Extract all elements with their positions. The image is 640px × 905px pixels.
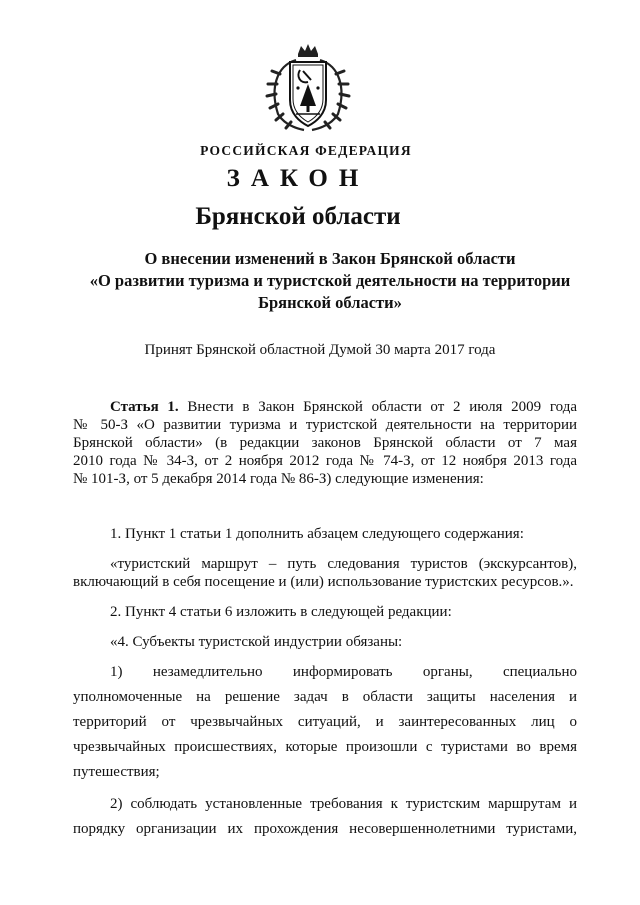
paragraph-line: 1) незамедлительно информировать органы, специально [110, 664, 577, 680]
paragraph-line [73, 398, 577, 416]
obligations-heading [73, 633, 577, 651]
article-label: Статья 1. [110, 399, 179, 415]
paragraph-line: уполномоченные на решение задач в области защиты населения и [73, 689, 577, 705]
law-subject [70, 248, 590, 314]
item-1-paragraph [73, 525, 577, 543]
paragraph-line: Брянской области» (в редакции законов Брянской области от 7 мая [73, 435, 577, 451]
coat-of-arms-icon [258, 44, 358, 132]
paragraph-line: 2. Пункт 4 статьи 6 изложить в следующей редакции: [110, 604, 452, 620]
law-subject-line: О внесении изменений в Закон Брянской области [144, 249, 516, 268]
law-subject-line: Брянской области» [258, 293, 402, 312]
law-subject-line: «О развитии туризма и туристской деятельности на территории [89, 271, 571, 290]
paragraph-line: № 50-З «О развитии туризма и туристской деятельности на территории [73, 417, 577, 433]
paragraph-line: порядку организации их прохождения несовершеннолетними туристами, [73, 821, 577, 837]
item-2-paragraph [73, 603, 577, 621]
paragraph-line: включающий в себя посещение и (или) использование туристских ресурсов.». [73, 574, 574, 590]
paragraph-line: № 101-З, от 5 декабря 2014 года № 86-З) следующие изменения: [73, 471, 484, 487]
paragraph-line: 2) соблюдать установленные требования к туристским маршрутам и [110, 796, 577, 812]
sub-item-2-paragraph [73, 792, 577, 842]
coat-of-arms-emblem [258, 44, 358, 132]
paragraph-line: путешествия; [73, 764, 160, 780]
paragraph-line: «туристский маршрут – путь следования туристов (экскурсантов), [110, 556, 577, 572]
article-1-paragraph [73, 398, 577, 488]
article-line-text: Внести в Закон Брянской области от 2 июля 2009 года [187, 399, 577, 415]
paragraph-line: 2010 года № 34-З, от 2 ноября 2012 года № 74-З, от 12 ноября 2013 года [73, 453, 577, 469]
region-heading: Брянской области [195, 203, 401, 230]
adoption-statement: Принят Брянской областной Думой 30 марта 2017 года [144, 342, 496, 358]
paragraph-line: 1. Пункт 1 статьи 1 дополнить абзацем следующего содержания: [110, 526, 524, 542]
definition-quote [73, 555, 577, 591]
sub-item-1-paragraph [73, 660, 577, 785]
law-title: ЗАКОН [226, 165, 370, 192]
paragraph-line: территорий от чрезвычайных ситуаций, и заинтересованных лиц о [73, 714, 577, 730]
country-heading: РОССИЙСКАЯ ФЕДЕРАЦИЯ [200, 143, 412, 158]
paragraph-line: чрезвычайных происшествиях, которые произошли с туристами во время [73, 739, 577, 755]
paragraph-line: «4. Субъекты туристской индустрии обязаны: [110, 634, 403, 650]
